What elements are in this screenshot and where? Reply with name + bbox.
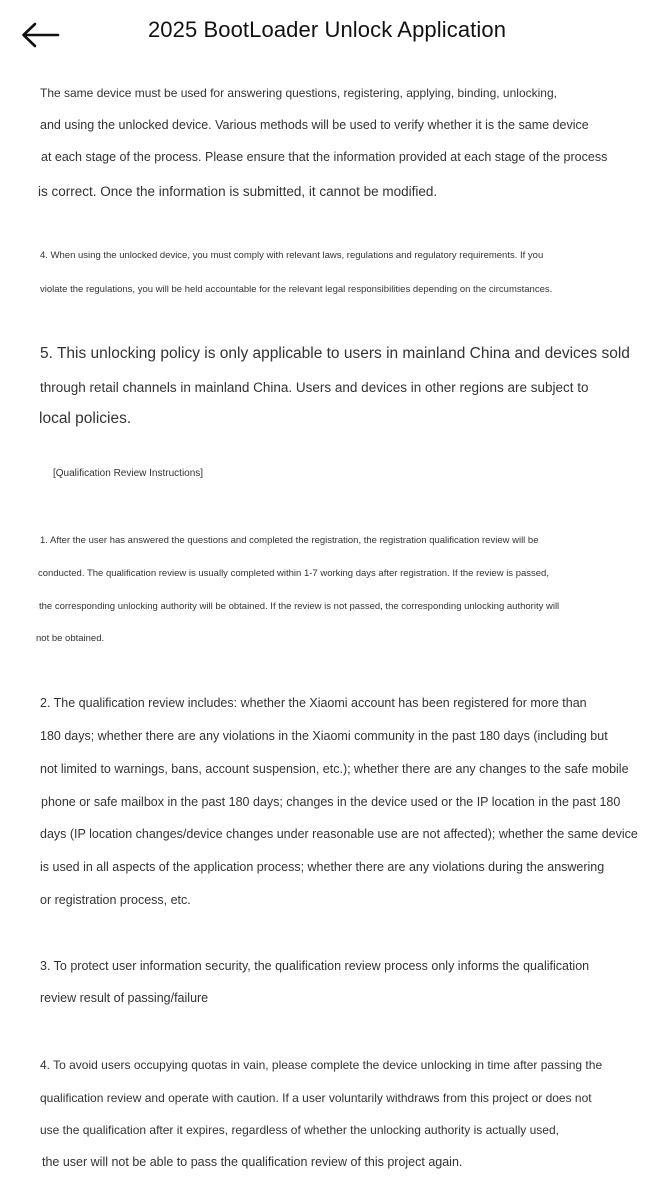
review4-line: 4. To avoid users occupying quotas in vain, please complete the device unlocking in time after passing the <box>40 1058 603 1072</box>
review1-line: not be obtained. <box>36 633 105 644</box>
review3-line: 3. To protect user information security, the qualification review process only informs the qualification <box>40 959 590 973</box>
intro-line: is correct. Once the information is submitted, it cannot be modified. <box>38 184 438 199</box>
intro-line: and using the unlocked device. Various methods will be used to verify whether it is the same device <box>40 118 589 132</box>
page-title: 2025 BootLoader Unlock Application <box>147 17 507 42</box>
review2-line: 2. The qualification review includes: whether the Xiaomi account has been registered for more than <box>40 696 587 710</box>
review4-line: the user will not be able to pass the qualification review of this project again. <box>42 1155 463 1169</box>
review2-line: not limited to warnings, bans, account suspension, etc.); whether there are any changes to the safe mobile <box>40 762 629 776</box>
review4-line: qualification review and operate with caution. If a user voluntarily withdraws from this project or does not <box>40 1091 592 1105</box>
review2-line: is used in all aspects of the application process; whether there are any violations during the answering <box>40 860 605 874</box>
laws-line: violate the regulations, you will be held accountable for the relevant legal responsibilities depending on the circumstances. <box>40 284 553 295</box>
intro-line: The same device must be used for answering questions, registering, applying, binding, unlocking, <box>40 86 557 100</box>
policy-line: 5. This unlocking policy is only applicable to users in mainland China and devices sold <box>40 345 630 362</box>
review2-line: days (IP location changes/device changes under reasonable use are not affected); whether the same device <box>40 827 638 841</box>
review3-line: review result of passing/failure <box>40 991 209 1005</box>
review2-line: 180 days; whether there are any violations in the Xiaomi community in the past 180 days (including but <box>40 729 608 743</box>
review1-line: the corresponding unlocking authority will be obtained. If the review is not passed, the corresponding unlocking authority will <box>39 601 560 612</box>
section-heading: [Qualification Review Instructions] <box>53 468 204 479</box>
intro-line: at each stage of the process. Please ensure that the information provided at each stage of the process <box>41 150 608 164</box>
laws-line: 4. When using the unlocked device, you must comply with relevant laws, regulations and regulatory requirements. If you <box>40 250 544 261</box>
review1-line: conducted. The qualification review is usually completed within 1-7 working days after registration. If the review is passed, <box>38 568 549 579</box>
policy-line: through retail channels in mainland China. Users and devices in other regions are subject to <box>40 380 589 395</box>
policy-line: local policies. <box>39 410 132 427</box>
review2-line: or registration process, etc. <box>40 893 191 907</box>
review2-line: phone or safe mailbox in the past 180 days; changes in the device used or the IP location in the past 180 <box>41 795 621 809</box>
review1-line: 1. After the user has answered the questions and completed the registration, the registration qualification review will be <box>40 535 539 546</box>
app-header <box>0 0 654 66</box>
review4-line: use the qualification after it expires, regardless of whether the unlocking authority is actually used, <box>40 1123 559 1137</box>
